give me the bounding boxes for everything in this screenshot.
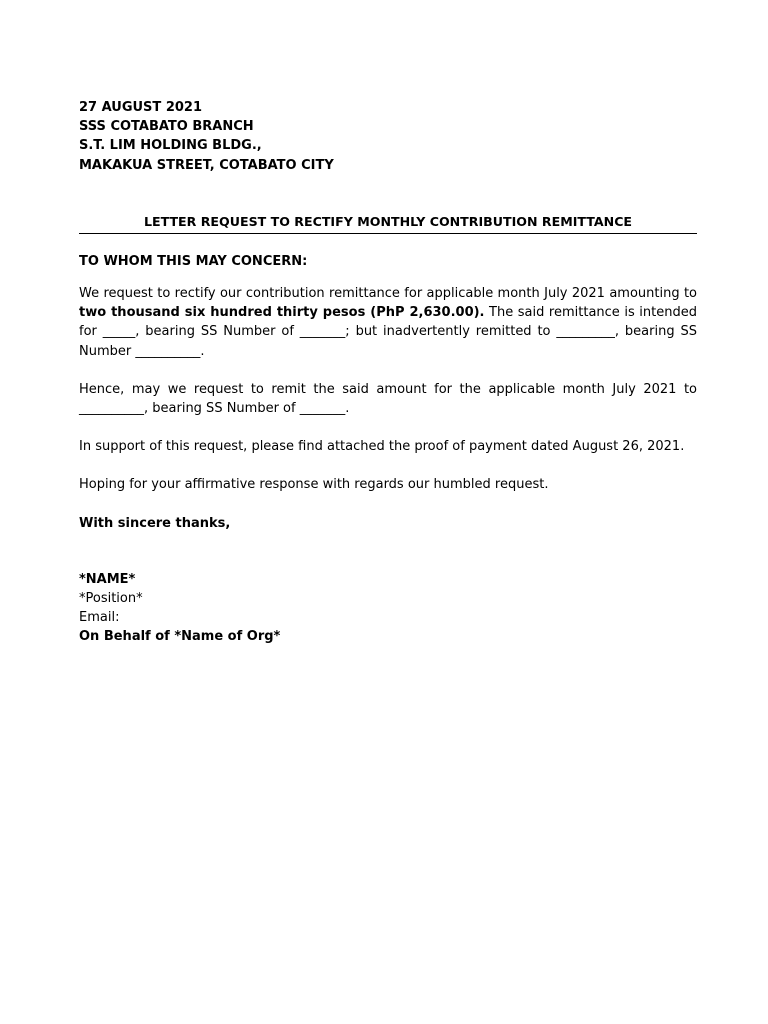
paragraph-request: Hence, may we request to remit the said amount for the applicable month July 2021 to __________, bearing SS Number of _______. — [79, 381, 697, 417]
address-line-1: SSS COTABATO BRANCH — [79, 119, 254, 135]
signature-email: Email: — [79, 610, 120, 626]
address-line-2: S.T. LIM HOLDING BLDG., — [79, 138, 262, 154]
paragraph-support: In support of this request, please find attached the proof of payment dated August 26, 2021. — [79, 439, 685, 455]
title-block — [79, 214, 697, 236]
closing: With sincere thanks, — [79, 515, 231, 531]
paragraph-1-amount: two thousand six hundred thirty pesos (PhP 2,630.00). — [79, 305, 485, 321]
signature-name: *NAME* — [79, 571, 136, 587]
letter-header — [79, 98, 697, 175]
letter-document — [79, 98, 697, 647]
address-line-3: MAKAKUA STREET, COTABATO CITY — [79, 157, 334, 173]
paragraph-hoping: Hoping for your affirmative response with regards our humbled request. — [79, 477, 549, 493]
paragraph-1-start: We request to rectify our contribution remittance for applicable month July 2021 amounting to — [79, 286, 697, 302]
letter-date: 27 AUGUST 2021 — [79, 100, 202, 115]
signature-block — [79, 570, 697, 647]
salutation: TO WHOM THIS MAY CONCERN: — [79, 253, 308, 269]
paragraph-remittance — [79, 284, 697, 361]
signature-org: On Behalf of *Name of Org* — [79, 629, 281, 645]
letter-title: LETTER REQUEST TO RECTIFY MONTHLY CONTRIBUTION REMITTANCE — [143, 213, 633, 229]
title-underline — [79, 233, 697, 234]
paragraph-1-end: The said remittance is intended for _____, bearing SS Number of _______; but inadvertently remitted to _________, bearing SS Number __________. — [79, 305, 697, 359]
signature-position: *Position* — [79, 591, 143, 607]
